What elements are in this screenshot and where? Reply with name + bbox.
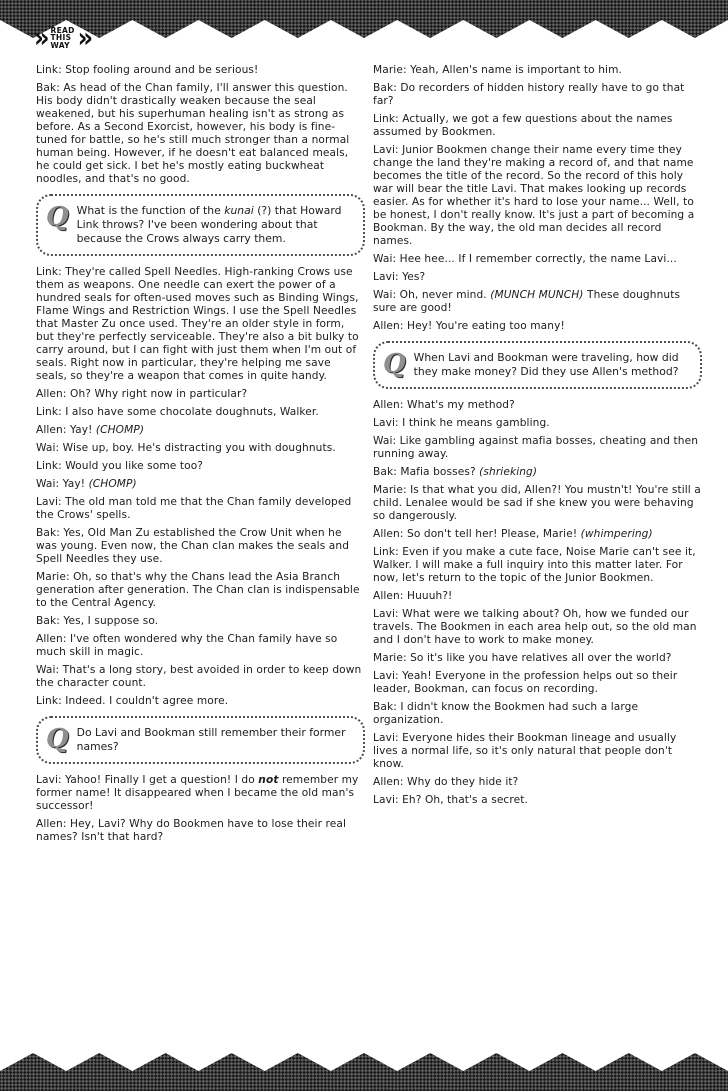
text-columns: [36, 64, 702, 1051]
dialogue-paragraph: Lavi: Yes?: [373, 271, 426, 283]
dialogue-paragraph: Lavi: Eh? Oh, that's a secret.: [373, 794, 528, 806]
dialogue-paragraph: Lavi: Junior Bookmen change their name every time they change the land they're making a record of, and that name becomes the title of the record. So the record of this holy war will bear the title Lavi. That makes looking up records easier. As for whether it's hard to lose your name... Well, to be honest, I don't really know. It's just a part of becoming a Bookman. By the way, the old man decides all record names.: [373, 144, 695, 247]
dialogue-paragraph: Lavi: Everyone hides their Bookman lineage and usually lives a normal life, so it's only natural that people don't know.: [373, 732, 677, 770]
dialogue-paragraph: Bak: Yes, I suppose so.: [36, 615, 159, 627]
dialogue-paragraph: Link: Even if you make a cute face, Noise Marie can't see it, Walker. I will make a full inquiry into this matter later. For now, let's return to the topic of the Junior Bookmen.: [373, 546, 696, 584]
read-this-way-line3: WAY: [50, 40, 70, 50]
dialogue-paragraph: Bak: As head of the Chan family, I'll answer this question. His body didn't drastically weaken because the seal weakened, but his superhuman healing isn't as strong as before. As a Second Exorcist, however, his body is fine-tuned for battle, so he's still much stronger than a normal human being. However, if he doesn't eat balanced meals, he could get sick. I bet he's mostly eating buckwheat noodles, and that's no good.: [36, 82, 350, 185]
dialogue-paragraph: Marie: Is that what you did, Allen?! You mustn't! You're still a child. Lenalee would be sad if she knew you were behaving so dangerously.: [373, 484, 701, 522]
dialogue-paragraph: Allen: Huuuh?!: [373, 590, 453, 602]
chevron-right-icon: »: [77, 21, 92, 55]
dialogue-paragraph: Wai: That's a long story, best avoided in order to keep down the character count.: [36, 664, 362, 689]
question-icon: Q: [383, 349, 406, 379]
question-icon: Q: [46, 724, 69, 754]
dialogue-paragraph: Bak: Yes, Old Man Zu established the Crow Unit when he was young. Even now, the Chan clan makes the seals and Spell Needles they use.: [36, 527, 350, 565]
dialogue-paragraph: Wai: Wise up, boy. He's distracting you with doughnuts.: [36, 442, 336, 454]
dialogue-paragraph: Wai: Yay! (CHOMP): [36, 478, 137, 490]
question-text: When Lavi and Bookman were traveling, how did they make money? Did they use Allen's method?: [413, 351, 679, 378]
dialogue-paragraph: Lavi: I think he means gambling.: [373, 417, 550, 429]
dialogue-paragraph: Marie: So it's like you have relatives all over the world?: [373, 652, 672, 664]
dialogue-paragraph: Allen: What's my method?: [373, 399, 515, 411]
dialogue-paragraph: Bak: Mafia bosses? (shrieking): [373, 466, 538, 478]
dialogue-paragraph: Allen: Oh? Why right now in particular?: [36, 388, 248, 400]
dialogue-paragraph: Allen: Hey! You're eating too many!: [373, 320, 565, 332]
read-this-way-label: [51, 27, 75, 50]
dialogue-paragraph: Lavi: Yeah! Everyone in the profession helps out so their leader, Bookman, can focus on recording.: [373, 670, 678, 695]
dialogue-paragraph: Lavi: Yahoo! Finally I get a question! I do not remember my former name! It disappeared when I became the old man's successor!: [36, 774, 359, 812]
dialogue-paragraph: Allen: So don't tell her! Please, Marie! (whimpering): [373, 528, 653, 540]
bottom-border-zigzag: [0, 1053, 728, 1091]
chevron-right-icon: »: [34, 21, 48, 55]
dialogue-paragraph: Link: I also have some chocolate doughnuts, Walker.: [36, 406, 319, 418]
top-border-zigzag: [0, 0, 728, 38]
dialogue-paragraph: Marie: Oh, so that's why the Chans lead the Asia Branch generation after generation. The Chan clan is indispensable to the Central Agency.: [36, 571, 360, 609]
question-text: What is the function of the kunai (?) that Howard Link throws? I've been wondering about that because the Crows always carry them.: [76, 204, 342, 245]
dialogue-paragraph: Link: They're called Spell Needles. High-ranking Crows use them as weapons. One needle can exert the power of a hundred seals for often-used moves such as Binding Wings, Flame Wings and Restriction Wings. I use the Spell Needles that Master Zu once used. They're an older style in form, but they're perfectly serviceable. They're also a bit bulky to carry around, but I can fight with just them when I'm out of seals. Right now in particular, they're helping me save seals, so they're a weapon that comes in quite handy.: [36, 266, 359, 382]
dialogue-paragraph: Bak: Do recorders of hidden history really have to go that far?: [373, 82, 685, 107]
question-text: Do Lavi and Bookman still remember their former names?: [76, 726, 346, 753]
read-this-way-line1: READ: [50, 25, 75, 35]
read-this-way-mark: [34, 21, 92, 55]
dialogue-paragraph: Lavi: What were we talking about? Oh, how we funded our travels. The Bookmen in each area help out, so the old man and I don't have to work to make money.: [373, 608, 697, 646]
dialogue-paragraph: Wai: Like gambling against mafia bosses, cheating and then running away.: [373, 435, 699, 460]
question-box: [36, 716, 365, 764]
dialogue-paragraph: Link: Stop fooling around and be serious!: [36, 64, 259, 76]
right-column: [373, 64, 702, 1051]
question-box: [373, 341, 702, 389]
dialogue-paragraph: Link: Would you like some too?: [36, 460, 204, 472]
dialogue-paragraph: Allen: Hey, Lavi? Why do Bookmen have to lose their real names? Isn't that hard?: [36, 818, 346, 843]
dialogue-paragraph: Marie: Yeah, Allen's name is important to him.: [373, 64, 622, 76]
dialogue-paragraph: Allen: I've often wondered why the Chan family have so much skill in magic.: [36, 633, 338, 658]
dialogue-paragraph: Wai: Oh, never mind. (MUNCH MUNCH) These doughnuts sure are good!: [373, 289, 681, 314]
question-icon: Q: [46, 202, 69, 232]
dialogue-paragraph: Wai: Hee hee... If I remember correctly, the name Lavi...: [373, 253, 677, 265]
question-box: [36, 194, 365, 256]
read-this-way-line2: THIS: [50, 33, 72, 43]
dialogue-paragraph: Link: Actually, we got a few questions about the names assumed by Bookmen.: [373, 113, 673, 138]
dialogue-paragraph: Lavi: The old man told me that the Chan family developed the Crows' spells.: [36, 496, 352, 521]
dialogue-paragraph: Bak: I didn't know the Bookmen had such a large organization.: [373, 701, 639, 726]
dialogue-paragraph: Allen: Yay! (CHOMP): [36, 424, 145, 436]
dialogue-paragraph: Link: Indeed. I couldn't agree more.: [36, 695, 229, 707]
left-column: [36, 64, 365, 1051]
dialogue-paragraph: Allen: Why do they hide it?: [373, 776, 519, 788]
